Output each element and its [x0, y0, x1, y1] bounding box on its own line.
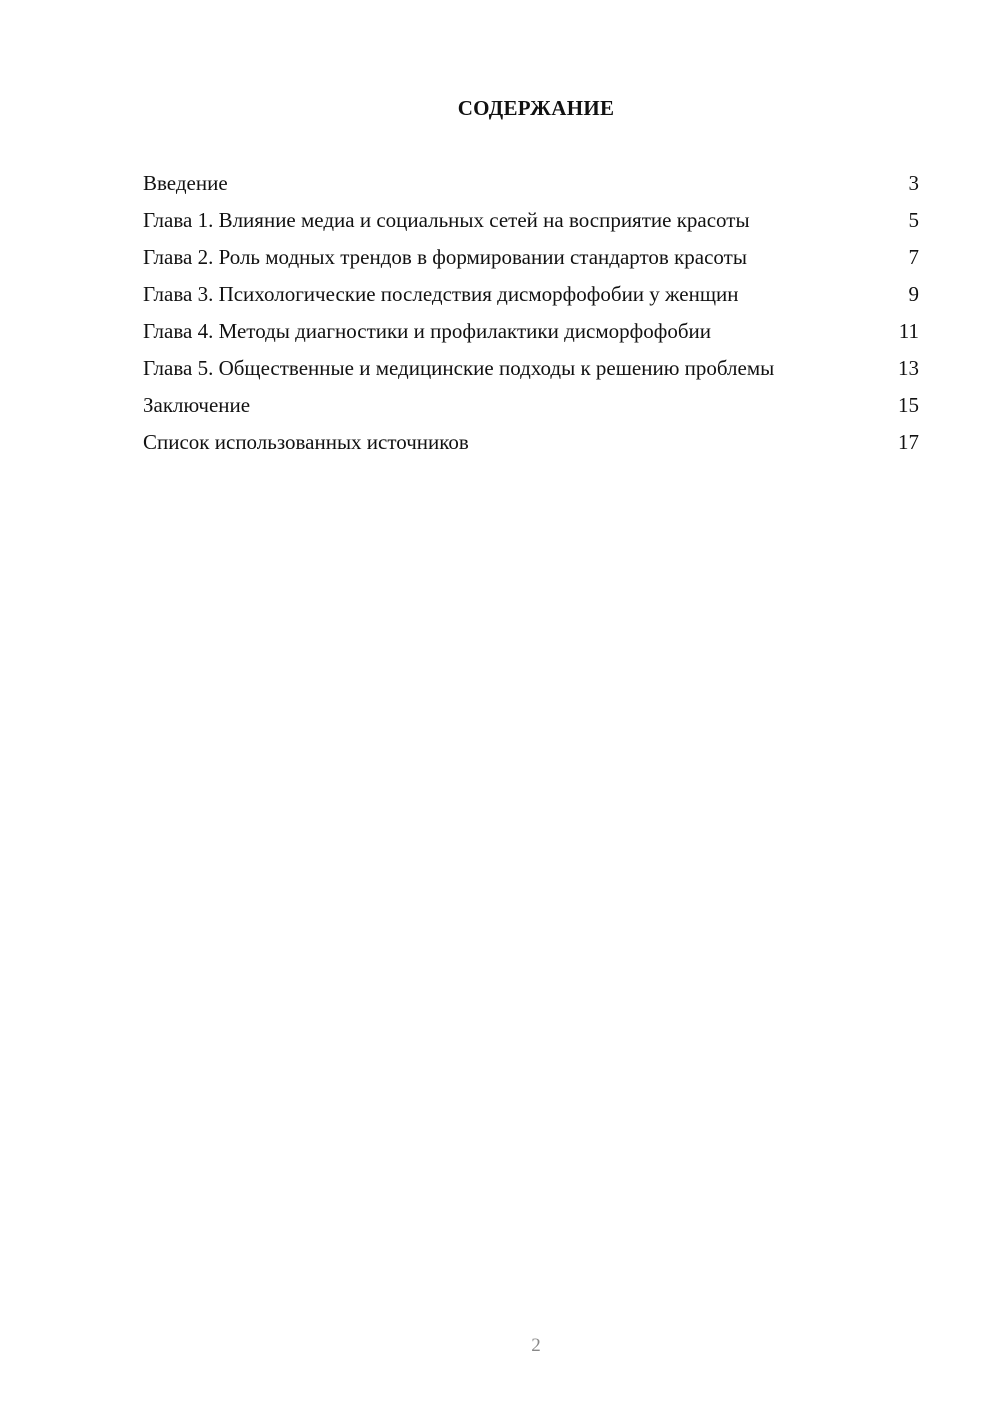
page-title: СОДЕРЖАНИЕ	[457, 96, 615, 120]
toc-entry-label: Глава 4. Методы диагностики и профилактики дисморфофобии	[143, 319, 711, 343]
table-of-contents	[143, 170, 919, 466]
toc-entry-chapter-1[interactable]	[143, 207, 919, 233]
toc-entry-label: Глава 5. Общественные и медицинские подходы к решению проблемы	[143, 356, 775, 380]
toc-entry-chapter-3[interactable]	[143, 281, 919, 307]
toc-entry-conclusion[interactable]	[143, 392, 919, 418]
toc-entry-page: 3	[908, 171, 919, 195]
toc-entry-page: 11	[898, 319, 919, 343]
toc-entry-page: 15	[898, 393, 919, 417]
toc-entry-page: 9	[908, 282, 919, 306]
toc-entry-page: 7	[908, 245, 919, 269]
toc-entry-chapter-4[interactable]	[143, 318, 919, 344]
toc-entry-label: Глава 2. Роль модных трендов в формировании стандартов красоты	[143, 245, 747, 269]
toc-entry-page: 13	[898, 356, 919, 380]
toc-entry-label: Введение	[143, 171, 228, 195]
toc-entry-chapter-2[interactable]	[143, 244, 919, 270]
toc-entry-label: Заключение	[143, 393, 251, 417]
toc-entry-label: Список использованных источников	[143, 430, 469, 454]
toc-entry-label: Глава 1. Влияние медиа и социальных сетей на восприятие красоты	[143, 208, 750, 232]
toc-entry-page: 17	[898, 430, 919, 454]
toc-entry-label: Глава 3. Психологические последствия дисморфофобии у женщин	[143, 282, 739, 306]
toc-entry-introduction[interactable]	[143, 170, 919, 196]
page-number: 2	[531, 1335, 541, 1356]
toc-entry-references[interactable]	[143, 429, 919, 455]
toc-entry-chapter-5[interactable]	[143, 355, 919, 381]
toc-entry-page: 5	[908, 208, 919, 232]
